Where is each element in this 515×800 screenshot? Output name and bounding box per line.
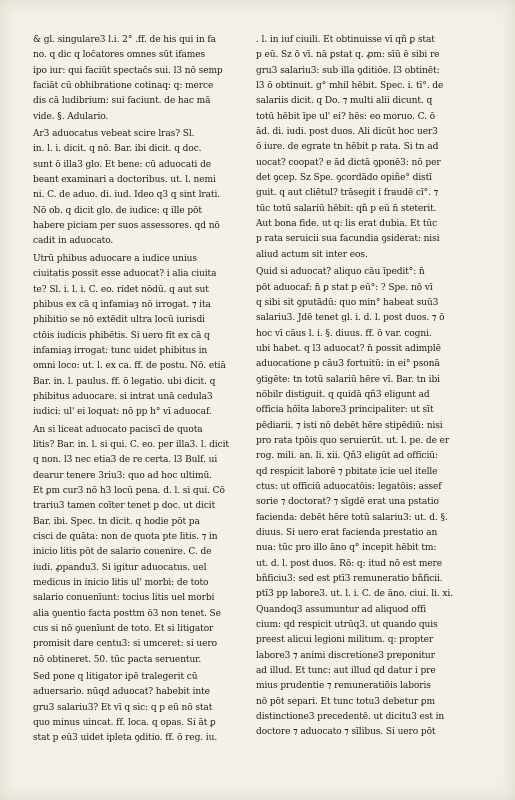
text-line: guit. q aut cliētul? trāsegit i fraudē cī°. ⁊ [256, 188, 439, 199]
text-line: cus si nō ꝯuenīunt de toto. Et si litigator [33, 624, 214, 635]
text-line: bñficiu3: sed est ptī3 remuneratio bñficii. [256, 574, 443, 585]
text-line: l3 ō obtinuit. g° mhil hēbit. Spec. i. tī°. de [256, 81, 444, 92]
text-line: Quandoq3 assumuntur ad aliquod offi [256, 604, 427, 615]
text-line: salariis dicit. q Do. ⁊ multi alii dicunt. q [256, 96, 433, 107]
text-line: . l. in iuf ciuili. Et obtinuisse vī qñ ꝑ stat [256, 35, 435, 45]
text-line: ni. C. de aduo. di. iud. Ideo q3 q sint lrati. [33, 190, 221, 201]
text-line: phibitio se nō extēdit ultra locū iurisdi [33, 315, 205, 326]
text-line: qd respicit laborē ⁊ pbitate icie uel itelle [256, 466, 438, 477]
text-line: ptī3 pp labore3. ut. l. i. C. de āno. ciui. li. xi. [256, 589, 453, 600]
text-line: facienda: debēt hēre totū salariu3: ut. d. §. [256, 512, 448, 523]
text-line: det ꝯcep. Sz Spe. ꝯcordādo opiñe° distī [256, 173, 432, 184]
text-line: officia hōīta labore3 principaliter: ut sīt [256, 405, 434, 416]
text-line: ipo iur: qui faciūt spectac̄s sui. l3 nō semp [33, 65, 223, 76]
text-line: dis cā ludibrium: sui faciunt. de hac mā [33, 96, 211, 107]
text-line: faciāt cū obhibratione cotinaq: q: merce [33, 81, 214, 92]
text-line: nōbilr distiguit. q quidā qñ3 eligunt ad [256, 389, 430, 400]
text-line: preest alicui legioni militum. q: propter [256, 635, 434, 646]
text-line: nō obtineret. 50. tūc pacta seruentur. [33, 654, 202, 665]
text-line: cisci de quāta: non de quota pte litis. ⁊ in [33, 532, 218, 542]
text-line: nō pōt separi. Et tunc totu3 debetur ꝑm [256, 696, 435, 707]
text-line: Utrū phibus aduocare a iudice unius [33, 253, 197, 264]
text-line: An si liceat aduocato paciscī de quota [33, 424, 203, 435]
text-line: cium: qd respicit utrūq3. ut quando quis [256, 620, 438, 631]
text-line: doctore ⁊ aduocato ⁊ sīlibus. Si uero pōt [256, 727, 436, 738]
text-line: in. l. i. dicit. q nō. Bar. ibi dicit. q doc. [33, 144, 202, 155]
text-line: gru3 salariu3? Et vī q sic: q p eū nō stat [33, 702, 213, 713]
text-line: sorie ⁊ doctorat? ⁊ sīgdē erat una pstatio [256, 497, 439, 508]
text-line: pro rata tpōis quo seruierūt. ut. l. pe. de er [256, 435, 450, 446]
text-line: no. q dic q loc̄atores omnes sūt ifames [33, 50, 206, 61]
text-line: p eū. Sz ō vī. nā ꝑstat q. ꝓm: sīū ē sibi re [256, 50, 440, 61]
text-line: pōt aduocaf: n̄ ꝑ stat p eū°: ? Spe. nō vī [256, 282, 433, 293]
text-line: distinctione3 precedentē. ut dicitu3 est in [256, 712, 445, 723]
text-line: aduocatione p cāu3 fortuitū: in ei° psonā [256, 359, 440, 370]
text-line: ctus: ut officiū aduocatōis: legatōis: assef [256, 481, 442, 492]
text-line: Aut bona fide. ut q: lis erat dubia. Et tūc [256, 219, 438, 230]
text-line: rog. mili. an. li. xii. Qñ3 eligūt ad officiū: [256, 451, 438, 462]
text-line: omni loco: ut. l. ex ca. ff. de postu. Nō. etiā [33, 361, 226, 372]
text-line: aliud actum sit inter eos. [256, 249, 368, 260]
text-line: habere piciam per suos assessores. qd nō [33, 221, 220, 232]
text-line: aduersario. nūqd aduocat? habebit inte [33, 687, 210, 698]
text-line: Nō ob. q dicit glo. de iudice: q ille pōt [33, 205, 202, 216]
text-line: nua: tūc pro illo āno q° incepit hēbit tm: [256, 543, 437, 554]
right-column [256, 33, 469, 741]
text-line: ad illud. Et tunc: aut illud qd datur i pre [256, 666, 436, 677]
text-line: & gl. singulare3 l.i. 2° .ff. de his qui in fa [33, 35, 216, 45]
text-line: beant examinari a doctoribus. ut. l. nemi [33, 175, 216, 186]
text-line: Bar. ibi. Spec. tn dicit. q hodie pōt pa [33, 516, 200, 527]
text-line: iudici: ul' ei loquat: nō pp h° vī aduocaf. [33, 407, 212, 418]
text-line: infamiaȝ irrogat: tunc uidet phibitus in [33, 345, 208, 356]
text-line: q non. l3 nec etia3 de re certa. l3 Bulf. ui [33, 455, 218, 466]
text-line: pēdiarii. ⁊ isti nō debēt hēre stipēdiū: nisi [256, 420, 443, 431]
text-line: Et ꝑm cur3 nō h3 locū pena. d. l. si qui. Cō [33, 485, 225, 496]
text-line: ō iure. de egrate tn hēbit p rata. Si tn ad [256, 142, 439, 153]
text-line: medicus in inicio litis ul' morbi: de toto [33, 578, 209, 589]
text-line: p rata seruicii sua facundia ꝯsiderat: nisi [256, 234, 440, 245]
text-line: hoc vī cāus l. i. §. diuus. ff. ō var. cogni. [256, 328, 432, 339]
text-line: totū hēbit īpe ul' ei? hēs: eo moruo. C. ō [256, 111, 436, 122]
text-line: Quid si aduocat? aliquo cāu īpedit°: n̄ [256, 267, 425, 278]
text-line: salario conuenīunt: tocius litis uel morbi [33, 593, 215, 604]
text-line: labore3 ⁊ animi discretione3 preponitur [256, 650, 435, 661]
text-line: phibus ex cā q infamiaȝ nō irrogat. ⁊ ita [33, 299, 211, 310]
text-line: Bar. in. l. paulus. ff. ō legatio. ubi dicit. q [33, 376, 216, 387]
text-line: ād. di. iudi. post duos. Ali dicūt hoc uer3 [256, 127, 438, 138]
text-line: gru3 salariu3: sub illa ꝯditiōe. l3 obtinēt: [256, 65, 440, 76]
text-line: vide. §. Adulario. [33, 111, 109, 122]
text-line: litis? Bar. in. l. si qui. C. eo. per illa3. l. dicit [33, 439, 229, 450]
text-line: q sibi sit ꝯputādū: quo min° habeat suū3 [256, 297, 439, 308]
text-line: salariu3. Jdē tenet gl. i. d. l. post duos. ⁊ ō [256, 313, 445, 324]
text-line: dearur tenere 3riu3: quo ad hoc ultimū. [33, 470, 212, 481]
text-line: phibitus aduocare. si intrat unā cedula3 [33, 391, 213, 402]
text-line: Ar3 aduocatus vebeat scire lras? Sl. [33, 129, 195, 140]
text-line: te? Sl. i. l. i. C. eo. ridet nōdū. q aut sut [33, 284, 209, 295]
text-line: stat p eū3 uidet ipleta ꝯditio. ff. ō reg. iu. [33, 733, 218, 744]
text-line: mius prudentie ⁊ remuneratiōis laboris [256, 681, 431, 692]
text-line: promisit dare centu3: si umceret: si uero [33, 639, 217, 650]
text-line: tūc totū salariū hēbit: qñ p eū n̄ steterit. [256, 203, 437, 214]
text-line: diuus. Si uero erat facienda prestatio an [256, 528, 438, 538]
text-line: quo minus uincat. ff. loca. q opas. Si āt ꝑ [33, 718, 216, 729]
text-line: ubi habet. q l3 aduocat? n̄ possit adimplē [256, 343, 441, 354]
text-line: cadit in aduocato. [33, 236, 114, 247]
text-line: inicio litis pōt de salario couenire. C. de [33, 547, 212, 558]
text-line: iudi. ꝓpandu3. Si igitur aduocatus. uel [33, 562, 207, 573]
text-line: ctōis iudicis phibētis. Si uero fit ex cā q [33, 330, 210, 341]
text-line: trariu3 tamen coīter tenet p doc. ut dicit [33, 501, 216, 512]
text-line: sunt ō illa3 glo. Et bene: cū aduocati de [33, 159, 212, 170]
left-column [33, 33, 246, 747]
text-line: alia ꝯuentio facta posttm ō3 non tenet. Se [33, 608, 221, 619]
text-line: uocat? coopat? e ād dictā ꝯponē3: nō per [256, 157, 441, 168]
text-line: ut. d. l. post duos. Rō: q: itud nō est mere [256, 558, 443, 569]
text-line: ꝯtigēte: tn totū salariū hēre vī. Bar. tn ibi [256, 374, 440, 385]
text-line: Sed pone q litigator ipē tralegerit cū [33, 672, 198, 683]
text-line: ciuitatis possit esse aduocat? i alia ciuita [33, 269, 217, 280]
